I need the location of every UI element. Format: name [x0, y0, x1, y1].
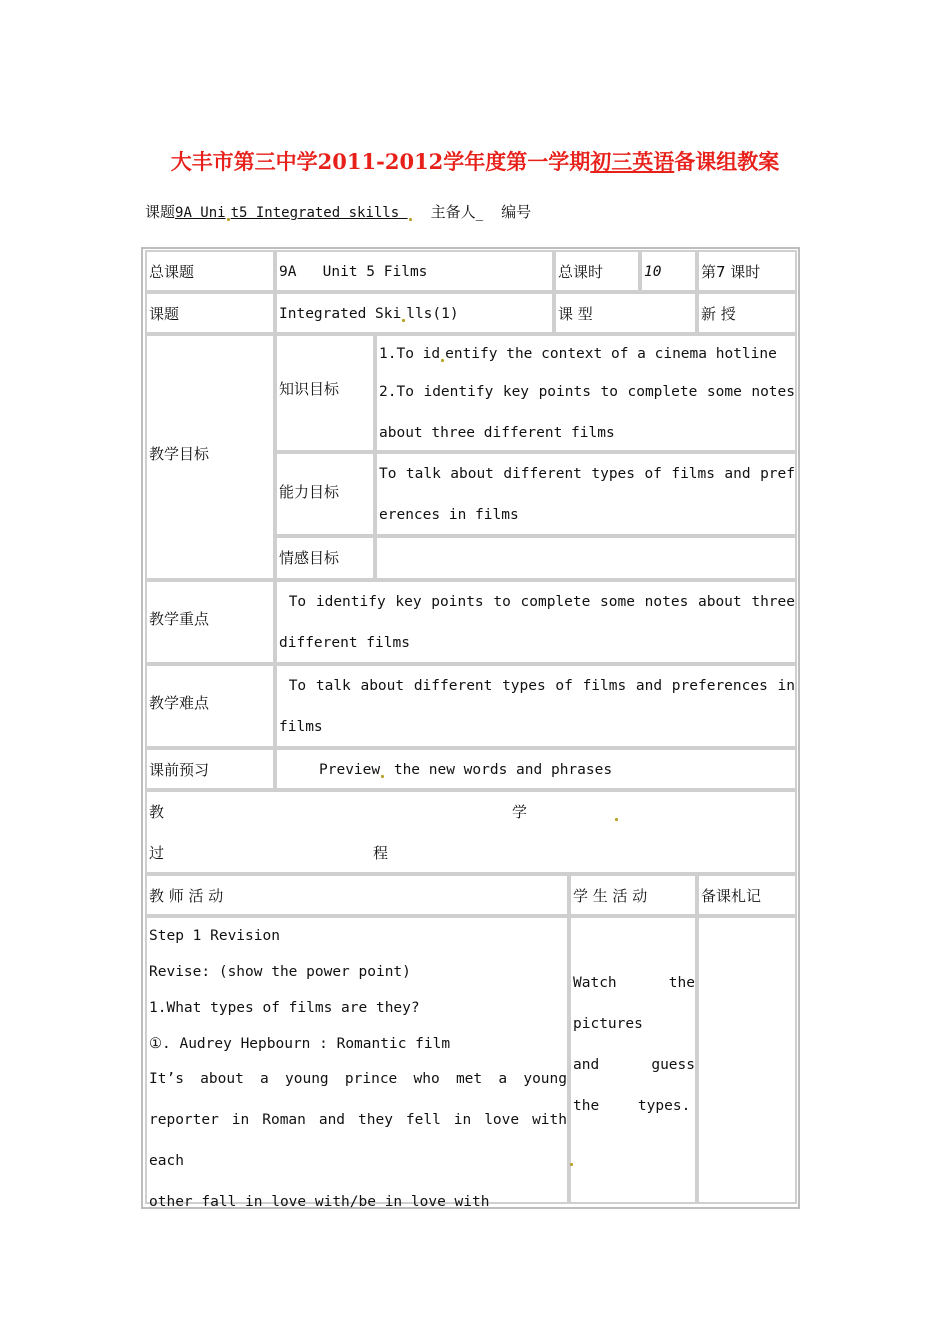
- film-description: It’s about a young prince who met a young reporter in Roman and they fell in love with each: [149, 1071, 567, 1169]
- notes-content: [697, 916, 797, 1204]
- emotion-objective-label: 情感目标: [275, 536, 375, 580]
- emotion-objective-text: [375, 536, 797, 580]
- key-phrases: other fall in love with/be in love with: [149, 1194, 490, 1210]
- topic-value: 9A Uni t5 Integrated skills: [175, 205, 413, 221]
- number-label: 编号: [501, 203, 532, 221]
- knowledge-objective-label: 知识目标: [275, 334, 375, 452]
- lesson-type-value: 新 授: [697, 292, 797, 334]
- lesson-type-label: 课 型: [554, 292, 697, 334]
- revise-instruction: Revise: (show the power point): [149, 964, 411, 980]
- ability-objective-text: To talk about different types of films and preferences in films: [375, 452, 797, 536]
- step-title: Step 1 Revision: [149, 928, 280, 944]
- objectives-label: 教学目标: [145, 334, 275, 580]
- teaching-process-label: 教 学 过 程: [145, 790, 797, 874]
- difficulties-text: To talk about different types of films and preferences in films: [275, 664, 797, 748]
- student-activity-content: Watch the pictures and guess the types.: [569, 916, 697, 1204]
- notes-header: 备课札记: [697, 874, 797, 916]
- document-title: 大丰市第三中学2011-2012学年度第一学期初三英语备课组教案: [170, 149, 780, 174]
- total-topic-label: 总课题: [145, 250, 275, 292]
- total-hours-value: 10: [640, 250, 697, 292]
- preview-label: 课前预习: [145, 748, 275, 790]
- lesson-meta-line: [145, 201, 531, 222]
- knowledge-objective-text: 1.To id entify the context of a cinema hotline 2.To identify key points to complete some notes about three different films: [375, 334, 797, 452]
- teacher-activity-content: [145, 916, 569, 1210]
- key-points-label: 教学重点: [145, 580, 275, 664]
- topic-label: 课题: [145, 292, 275, 334]
- lesson-number: 第7 课时: [697, 250, 797, 292]
- ability-objective-label: 能力目标: [275, 452, 375, 536]
- topic-value: Integrated Ski lls(1): [275, 292, 554, 334]
- teacher-activity-header: 教 师 活 动: [145, 874, 569, 916]
- topic-label: 课题: [145, 203, 176, 221]
- total-hours-label: 总课时: [554, 250, 640, 292]
- preview-text: Preview the new words and phrases: [275, 748, 797, 790]
- student-activity-header: 学 生 活 动: [569, 874, 697, 916]
- preparer-label: 主备人_: [430, 203, 484, 221]
- difficulties-label: 教学难点: [145, 664, 275, 748]
- total-topic-value: 9A Unit 5 Films: [275, 250, 554, 292]
- film-item-1: ①. Audrey Hepbourn : Romantic film: [149, 1036, 451, 1052]
- key-points-text: To identify key points to complete some notes about three different films: [275, 580, 797, 664]
- question-1: 1.What types of films are they?: [149, 1000, 420, 1016]
